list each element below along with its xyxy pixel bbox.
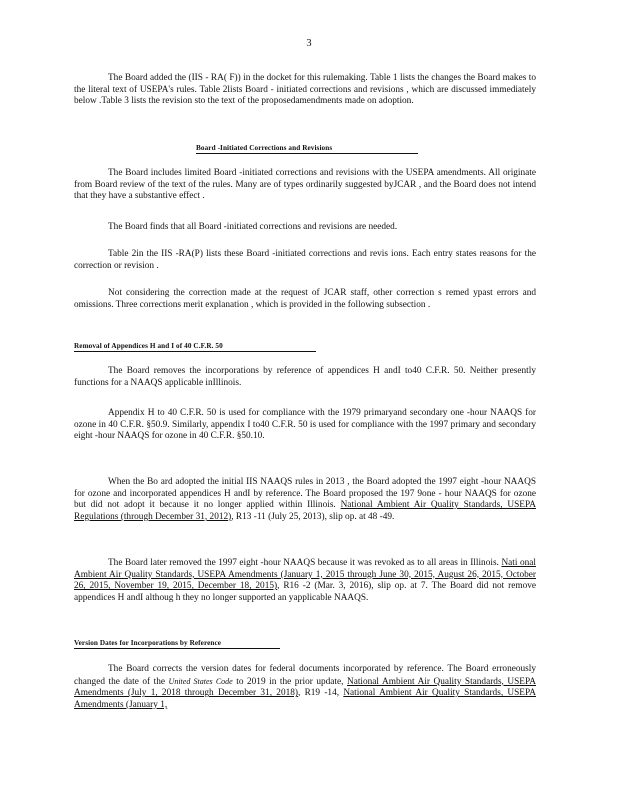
paragraph-initial-naaqs: When the Bo ard adopted the initial IIS NAAQS rules in 2013 , the Board adopted the 1997 eight -hour NAAQS for ozone and incorporated appendices H andI by reference. The Board proposed the 197 9one - hour NAAQS for ozone but did not adopt it because it no longer applied within Illinois. National Ambient Air Quality Standards, USEPA Regulations (through December 31, 2012), R13 -11 (July 25, 2013), slip op. at 48 -49. (74, 477, 536, 522)
paragraph-board-removes: The Board removes the incorporations by reference of appendices H andI to40 C.F.R. 50. Neither presently functions for a NAAQS applicable inIllinois. (74, 366, 536, 388)
united-states-code-italic: United States Code (168, 676, 233, 686)
paragraph-version-dates: The Board corrects the version dates for federal documents incorporated by reference. The Board erroneously changed the date of the United States Code to 2019 in the prior update, National Ambient Air Quality Standards, USEPA Amendments (July 1, 2018 through December 31, 2018), R19 -14, National Ambient Air Quality Standards, USEPA Amendments (January 1, (74, 664, 536, 710)
paragraph-board-later-removed: The Board later removed the 1997 eight -hour NAAQS because it was revoked as to all areas in Illinois. Nati onal Ambient Air Quality Standards, USEPA Amendments (January 1, 2015 through June 30, 2015, August 26, 2015, October 26, 2015, November 19, 2015, December 18, 2015), R16 -2 (Mar. 3, 2016), slip op. at 7. The Board did not remove appendices H andI althoug h they no longer supported an yapplicable NAAQS. (74, 558, 536, 603)
paragraph-board-finds: The Board finds that all Board -initiated corrections and revisions are needed. (108, 222, 398, 232)
heading-board-initiated: Board -Initiated Corrections and Revisions (196, 143, 418, 154)
citation-r16-2: Nati onal Ambient Air Quality Standards, USEPA Amendments (January 1, 2015 through June 30, 2015, August 26, 2015, October 26, 2015, November 19, 2015, December 18, 2015) (74, 558, 536, 592)
paragraph-appendix-h: Appendix H to 40 C.F.R. 50 is used for compliance with the 1979 primaryand secondary one -hour NAAQS for ozone in 40 C.F.R. §50.9. Similarly, appendix I to40 C.F.R. 50 is used for compliance with the 1997 primary and secondary eight -hour NAAQS for ozone in 40 C.F.R. §50.10. (74, 408, 536, 442)
citation-r13-11: National Ambient Air Quality Standards, USEPA Regulations (through December 31, 2012) (74, 500, 536, 522)
paragraph-table-2: Table 2in the IIS -RA(P) lists these Board -initiated corrections and revis ions. Each entry states reasons for the correction or revision . (74, 249, 536, 271)
paragraph-intro: The Board added the (IIS - RA( F)) in the docket for this rulemaking. Table 1 lists the changes the Board makes to the literal text of USEPA's rules. Table 2lists Board - initiated corrections and revisions , which are discussed immediately below .Table 3 lists the revision sto the text of the proposedamendments made on adoption. (74, 73, 536, 107)
paragraph-board-includes: The Board includes limited Board -initiated corrections and revisions with the USEPA amendments. All originate from Board review of the text of the rules. Many are of types ordinarily suggested byJCAR , and the Board does not intend that they have a substantive effect . (74, 168, 536, 202)
heading-version-dates: Version Dates for Incorporations by Reference (74, 638, 280, 649)
citation-r19-14: National Ambient Air Quality Standards, USEPA Amendments (July 1, 2018 through December 31, 2018) (74, 676, 536, 699)
page-number: 3 (306, 38, 312, 49)
citation-january: National Ambient Air Quality Standards, USEPA Amendments (January 1, (74, 688, 536, 710)
heading-removal-appendices: Removal of Appendices H and I of 40 C.F.R. 50 (74, 341, 316, 352)
paragraph-not-considering: Not considering the correction made at the request of JCAR staff, other correction s remed ypast errors and omissions. Three corrections merit explanation , which is provided in the following subsection . (74, 288, 536, 310)
